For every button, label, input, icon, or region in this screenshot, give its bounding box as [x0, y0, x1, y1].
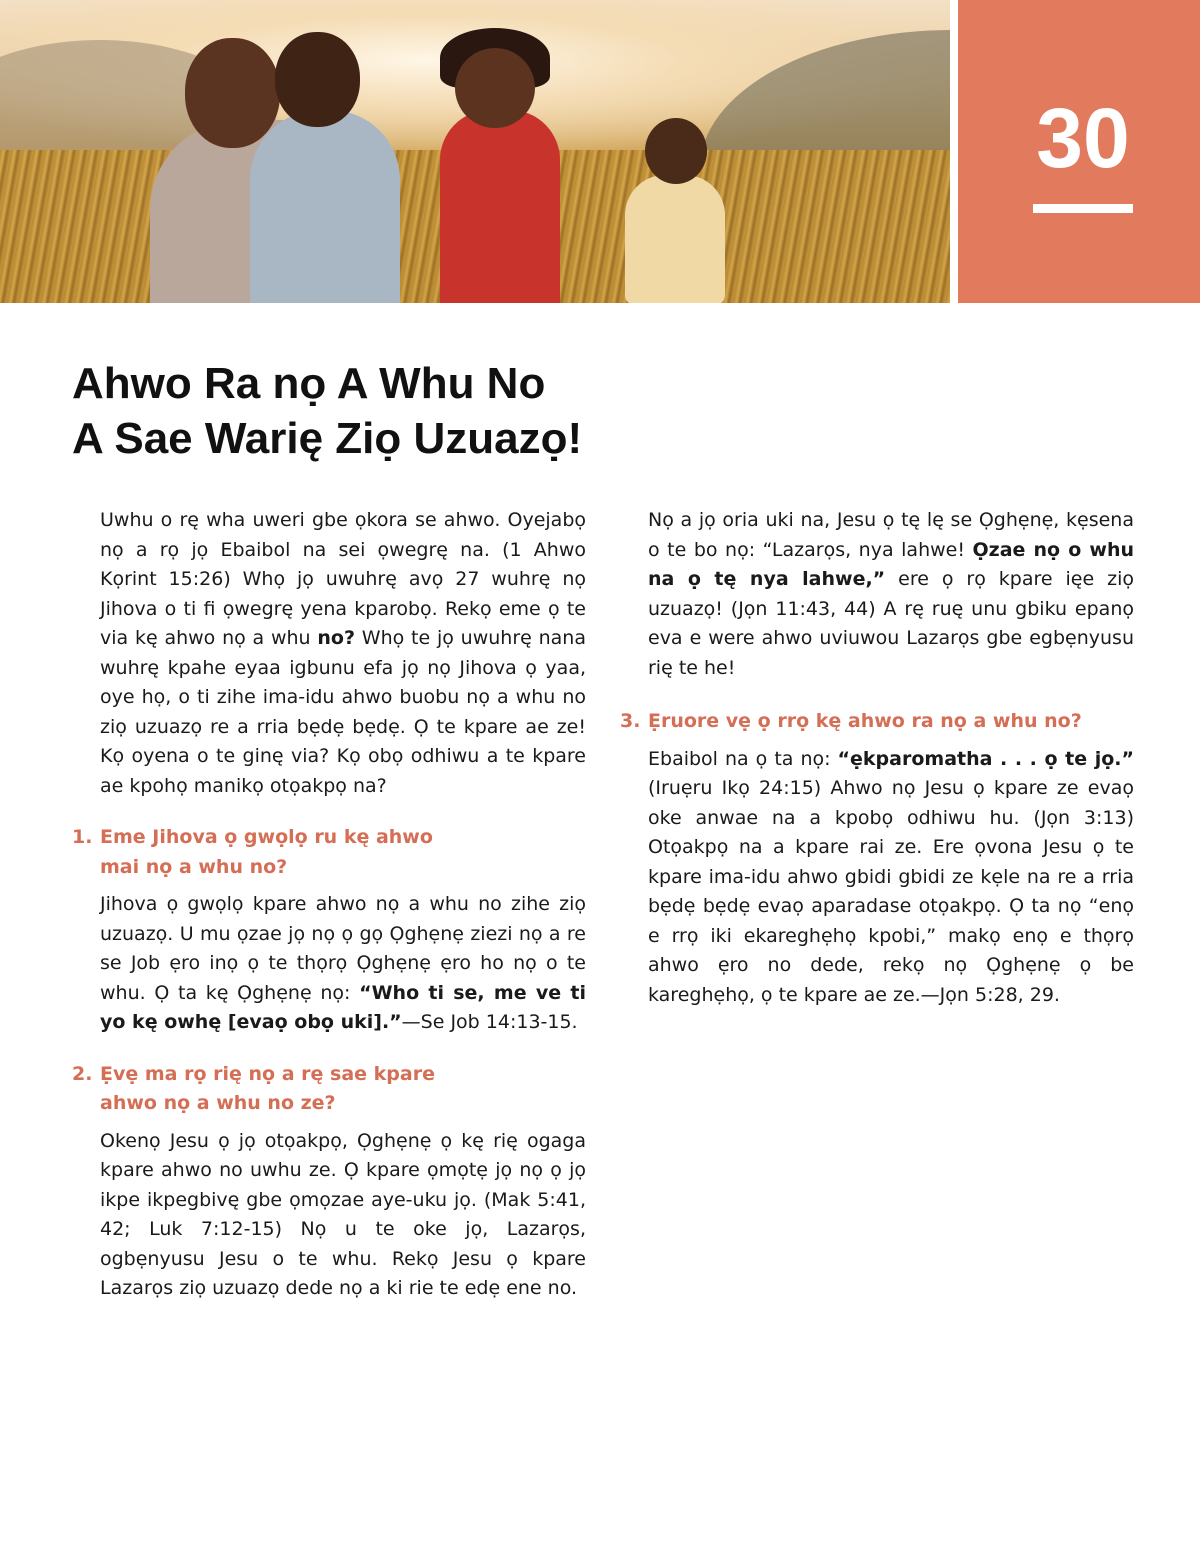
answer-2: Okenọ Jesu ọ jọ otọakpọ, Ọghẹnẹ ọ kę rię ogaga kpare ahwo no uwhu ze. Ọ kpare ọmọtẹ jọ nọ ọ jọ ikpe ikpegbivę gbe ọmọzae aye-uku jọ. (Mak 5:41, 42; Luk 7:12-15) Nọ u te oke jọ, Lazarọs, ogbẹnyusu Jesu o te whu. Rekọ Jesu ọ kpare Lazarọs ziọ uzuazọ dede nọ a ki rie te edẹ ene no.	[100, 1129, 586, 1299]
title-line-1: Ahwo Ra nọ A Whu No	[72, 359, 546, 408]
hero-daughter-head	[645, 118, 707, 184]
answer-2-continued-text: Nọ a jọ oria uki na, Jesu ọ tę lę se Ọghẹnẹ, kẹsena o te bo nọ: “Lazarọs, nya lahwe! Ọzae nọ o whu na ọ tę nya lahwe,” ere ọ rọ kpare ięe ziọ uzuazọ! (Jọn 11:43, 44) A rę ruę unu gbiku epanọ eva e were ahwo uviuwou Lazarọs gbe egbẹnyusu rię te he!	[648, 509, 1134, 679]
chapter-number: 30	[1036, 91, 1130, 185]
hero-mother-head	[455, 48, 535, 128]
hero-son	[250, 110, 400, 303]
question-number: 3.	[620, 710, 641, 732]
question-number: 2.	[72, 1062, 93, 1085]
intro-paragraph: Uwhu o rę wha uweri gbe ọkora se ahwo. Oyejabọ nọ a rọ jọ Ebaibol na sei ọwegrę na. (1 Ahwo Kọrint 15:26) Whọ jọ uwuhrę avọ 27 wuhrę nọ Jihova o ti fi ọwegrę yena kparobọ. Rekọ eme ọ te via kę ahwo nọ a whu no? Whọ te jọ uwuhrę nana wuhrę kpahe eyaa igbunu efa jọ nọ Jihova ọ yaa, oye họ, o ti zihe ima-idu ahwo buobu nọ a whu no ziọ uzuazọ re a rria bẹdẹ bẹdẹ. Ọ te kpare ae ze! Kọ oyena o te ginę via? Kọ obọ odhiwu a te kpare ae kpohọ manikọ otọakpọ na?	[100, 509, 586, 797]
hero-mother	[440, 110, 560, 303]
question-1: 1. Eme Jihova ọ gwọlọ ru kę ahwo mai nọ a whu no?	[72, 823, 586, 882]
chapter-underline	[1033, 204, 1133, 213]
answer-3: Ebaibol na ọ ta nọ: “ẹkparomatha . . . ọ te jọ.” (Iruẹru Ikọ 24:15) Ahwo nọ Jesu ọ kpare ze evaọ oke anwae na a kpobọ odhiwu hu. (Jọn 3:13) Otọakpọ na a kpare rai ze. Ere ọvona Jesu ọ te kpare ima-idu ahwo gbidi gbidi ze kẹle na re a rria bẹdẹ bẹdẹ evaọ aparadase otọakpọ. Ọ ta nọ “enọ e rrọ iki ekareghẹhọ kpobi,” makọ enọ e thọrọ ahwo ẹro no dede, rekọ nọ Ọghẹnẹ ọ be kareghẹhọ, ọ te kpare ae ze.—Jọn 5:28, 29.	[648, 747, 1134, 1006]
answer-1: Jihova ọ gwọlọ kpare ahwo nọ a whu no zihe ziọ uzuazọ. U mu ọzae jọ nọ ọ gọ Ọghẹnẹ ziezi nọ a re se Job ẹro inọ ọ te thọrọ Ọghẹnẹ ẹro ho nọ o te whu. Ọ ta kę Ọghẹnẹ nọ: “Who ti se, me ve ti yo kę owhę [evaọ obọ uki].”—Se Job 14:13-15.	[100, 893, 586, 1033]
title-line-2: A Sae Warię Ziọ Uzuazọ!	[72, 414, 583, 463]
column-left	[72, 506, 586, 1304]
page-title	[72, 356, 972, 466]
hero-daughter	[625, 175, 725, 303]
hero-father-head	[185, 38, 280, 148]
question-3: 3. Ẹruore vẹ ọ rrọ kę ahwo ra nọ a whu no?	[620, 707, 1134, 737]
chapter-badge	[958, 0, 1200, 303]
question-2: 2. Ẹvẹ ma rọ rię nọ a rę sae kpare ahwo nọ a whu no ze?	[72, 1060, 586, 1119]
column-right	[620, 506, 1134, 1010]
question-number: 1.	[72, 826, 93, 848]
answer-2-continued	[620, 506, 1134, 683]
hero-photo	[0, 0, 950, 303]
hero-son-head	[275, 32, 360, 127]
